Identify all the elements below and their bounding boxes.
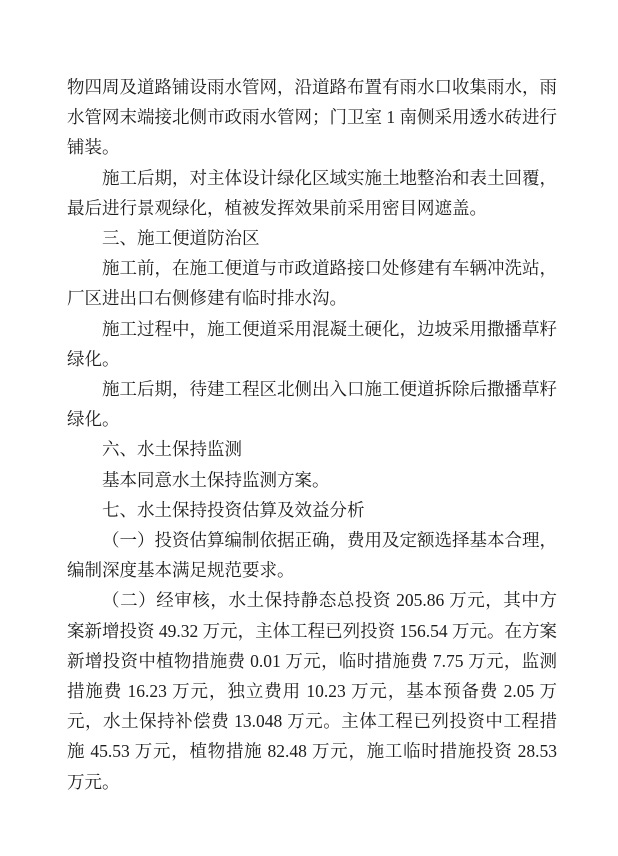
paragraph-rainwater-network-continuation: 物四周及道路铺设雨水管网，沿道路布置有雨水口收集雨水，雨水管网末端接北侧市政雨水管网；门卫室 1 南侧采用透水砖进行铺装。 <box>67 77 557 158</box>
heading-section-3-construction-road-zone: 三、施工便道防治区 <box>102 228 260 249</box>
paragraph-after-construction: 施工后期，待建工程区北侧出入口施工便道拆除后撒播草籽绿化。 <box>67 379 557 430</box>
paragraph-investment-item-1: （一）投资估算编制依据正确，费用及定额选择基本合理，编制深度基本满足规范要求。 <box>67 530 557 581</box>
heading-section-6-monitoring: 六、水土保持监测 <box>102 439 242 460</box>
paragraph-monitoring-approval: 基本同意水土保持监测方案。 <box>102 469 330 490</box>
document-text-block <box>67 72 557 797</box>
paragraph-during-construction: 施工过程中，施工便道采用混凝土硬化，边坡采用撒播草籽绿化。 <box>67 318 557 369</box>
paragraph-before-construction: 施工前，在施工便道与市政道路接口处修建有车辆冲洗站，厂区进出口右侧修建有临时排水沟。 <box>67 258 557 309</box>
paragraph-greening-late-stage: 施工后期，对主体设计绿化区域实施土地整治和表土回覆，最后进行景观绿化，植被发挥效果前采用密目网遮盖。 <box>67 167 557 218</box>
paragraph-investment-item-2: （二）经审核，水土保持静态总投资 205.86 万元，其中方案新增投资 49.32 万元，主体工程已列投资 156.54 万元。在方案新增投资中植物措施费 0.01 万元，临时措施费 7.75 万元，监测措施费 16.23 万元，独立费用 10.23 万元，基本预备费 2.05 万元，水土保持补偿费 13.048 万元。主体工程已列投资中工程措施 45.53 万元，植物措施 82.48 万元，施工临时措施投资 28.53 万元。 <box>67 590 557 792</box>
heading-section-7-investment-analysis: 七、水土保持投资估算及效益分析 <box>102 499 365 520</box>
